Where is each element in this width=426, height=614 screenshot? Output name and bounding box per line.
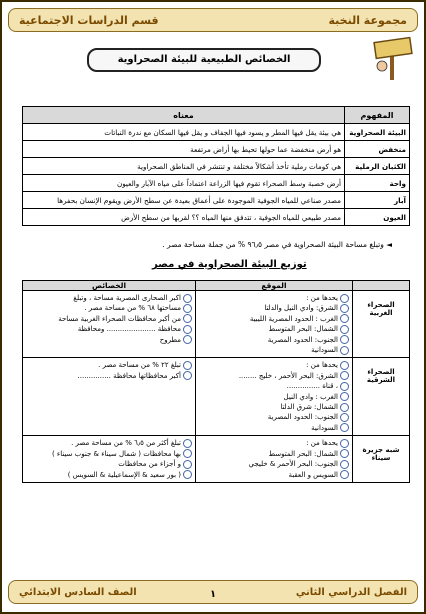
location-text: الغرب : الحدود المصرية الليبية xyxy=(249,314,338,323)
terms-header-term: المفهوم xyxy=(345,107,410,124)
meaning-cell: هي بيئة يقل فيها المطر و يسود فيها الجفاف و يقل فيها السكان مع ندرة النباتات xyxy=(23,124,345,141)
bullet-icon xyxy=(340,335,349,344)
feature-line xyxy=(26,360,192,370)
meaning-cell: أرض خصبة وسط الصحراء تقوم فيها الزراعة اعتماداً على مياه الآبار والعيون xyxy=(23,175,345,192)
table-row xyxy=(23,124,410,141)
location-text: الشمال: شرق الدلتا xyxy=(280,403,338,412)
bullet-icon xyxy=(340,304,349,313)
table-row xyxy=(23,141,410,158)
feature-line xyxy=(26,314,192,324)
location-line xyxy=(199,438,349,448)
feature-text: مساحتها ٦٨ % من مساحة مصر . xyxy=(84,304,181,313)
location-line xyxy=(199,324,349,334)
term-cell: العيون xyxy=(345,209,410,226)
location-line xyxy=(199,314,349,324)
location-text: الجنوب: الحدود المصرية xyxy=(267,413,338,422)
feature-text: و أجزاء من محافظات xyxy=(118,460,181,469)
location-line xyxy=(199,412,349,422)
location-text: يحدها من : xyxy=(306,361,338,370)
table-row xyxy=(23,158,410,175)
location-text: الجنوب: البحر الأحمر & خليجي xyxy=(248,460,338,469)
page-number: ١ xyxy=(210,589,217,600)
bullet-icon xyxy=(183,335,192,344)
location-line xyxy=(199,392,349,402)
bullet-icon xyxy=(340,403,349,412)
pointer-icon xyxy=(340,294,349,303)
location-line xyxy=(199,381,349,391)
location-text: يحدها من : xyxy=(306,439,338,448)
location-text: السودانية xyxy=(311,346,338,355)
location-text: الشمال: البحر المتوسط xyxy=(268,325,338,334)
table-row xyxy=(23,175,410,192)
bullet-icon xyxy=(183,314,192,323)
region-features xyxy=(23,291,196,358)
location-text: الغرب : وادي النيل xyxy=(283,392,338,401)
dist-header-features: الخصائص xyxy=(23,281,196,291)
bullet-icon xyxy=(340,423,349,432)
section-subtitle: توزيع البيئة الصحراوية في مصر xyxy=(152,259,307,270)
table-row xyxy=(23,192,410,209)
bullet-icon xyxy=(340,460,349,469)
feature-line xyxy=(26,459,192,469)
bullet-icon xyxy=(340,314,349,323)
location-line xyxy=(199,371,349,381)
bullet-icon xyxy=(340,346,349,355)
feature-text: ( بور سعيد & الإسماعيلية & السويس ) xyxy=(67,470,181,479)
location-line xyxy=(199,459,349,469)
pointer-icon xyxy=(340,361,349,370)
location-line xyxy=(199,449,349,459)
bullet-icon xyxy=(340,470,349,479)
bullet-icon xyxy=(340,382,349,391)
bullet-icon xyxy=(183,294,192,303)
page-header xyxy=(8,8,418,32)
lesson-title: الخصائص الطبيعية للبيئة الصحراوية xyxy=(87,48,321,72)
term-cell: واحة xyxy=(345,175,410,192)
feature-text: من أكبر محافظات الصحراء الغربية مساحة xyxy=(58,314,181,323)
bullet-icon xyxy=(183,371,192,380)
location-line xyxy=(199,402,349,412)
bullet-icon xyxy=(183,449,192,458)
region-features xyxy=(23,358,196,436)
feature-line xyxy=(26,371,192,381)
location-text: الشمال: البحر المتوسط xyxy=(268,449,338,458)
location-text: الشرق: وادي النيل والدلتا xyxy=(264,304,338,313)
area-note xyxy=(62,240,392,249)
bullet-icon xyxy=(183,439,192,448)
region-features xyxy=(23,436,196,483)
terms-header-meaning: معناه xyxy=(23,107,345,124)
location-line xyxy=(199,345,349,355)
footer-left-text: الصف السادس الابتدائي xyxy=(19,586,137,598)
bullet-icon xyxy=(183,361,192,370)
term-cell: الكثبان الرملية xyxy=(345,158,410,175)
bullet-icon xyxy=(340,371,349,380)
table-row xyxy=(23,436,410,483)
location-line xyxy=(199,423,349,433)
bullet-icon xyxy=(340,392,349,401)
feature-line xyxy=(26,303,192,313)
dist-header-location: الموقع xyxy=(196,281,353,291)
signpost-illustration xyxy=(372,36,414,82)
distribution-table xyxy=(22,280,410,483)
term-cell: منخفض xyxy=(345,141,410,158)
feature-line xyxy=(26,438,192,448)
feature-line xyxy=(26,449,192,459)
header-left-text: قسم الدراسات الاجتماعية xyxy=(19,13,159,27)
bullet-icon xyxy=(340,413,349,422)
bullet-icon xyxy=(340,449,349,458)
region-name: شبه جزيرة سيناء xyxy=(353,436,410,483)
table-row xyxy=(23,358,410,436)
dist-header-region xyxy=(353,281,410,291)
location-line xyxy=(199,470,349,480)
feature-line xyxy=(26,335,192,345)
table-row xyxy=(23,209,410,226)
location-line xyxy=(199,335,349,345)
region-location xyxy=(196,358,353,436)
feature-line xyxy=(26,324,192,334)
region-location xyxy=(196,436,353,483)
feature-text: محافظة ...................... ومحافظة xyxy=(77,325,181,334)
pointer-icon xyxy=(340,439,349,448)
location-text: الشرق: البحر الأحمر ، خليج ........ xyxy=(238,371,338,380)
feature-text: تبلغ أكثر من ٦٫٥ % من مساحة مصر . xyxy=(71,439,181,448)
terms-table xyxy=(22,106,410,226)
bullet-icon xyxy=(340,325,349,334)
location-line xyxy=(199,293,349,303)
bullet-icon xyxy=(183,470,192,479)
term-cell: البيئة الصحراوية xyxy=(345,124,410,141)
bullet-icon xyxy=(183,304,192,313)
header-right-text: مجموعة النخبة xyxy=(328,13,407,27)
location-line xyxy=(199,360,349,370)
arrow-icon: ◄ xyxy=(386,240,392,249)
meaning-cell: هو أرض منخفضة عما حولها تحيط بها أراض مرتفعة xyxy=(23,141,345,158)
feature-text: مطروح xyxy=(159,335,181,344)
feature-text: أكبر محافظاتها محافظة ............... xyxy=(77,371,181,380)
region-name: الصحراء الشرقية xyxy=(353,358,410,436)
location-line xyxy=(199,303,349,313)
area-note-text: وتبلغ مساحة البيئة الصحراوية في مصر ٩٦٫٥ % من جملة مساحة مصر . xyxy=(162,240,384,249)
location-text: السودانية xyxy=(311,423,338,432)
meaning-cell: مصدر طبيعي للمياه الجوفية ، تتدفق منها المياه ؟؟ لقربها من سطح الأرض xyxy=(23,209,345,226)
bullet-icon xyxy=(183,460,192,469)
meaning-cell: هي كومات رملية تأخذ أشكالاً مختلفة و تنتشر في المناطق الصحراوية xyxy=(23,158,345,175)
bullet-icon xyxy=(183,325,192,334)
feature-text: بها محافظات ( شمال سيناء & جنوب سيناء ) xyxy=(51,449,181,458)
feature-text: اكبر الصحارى المصرية مساحة ، وتبلغ xyxy=(73,294,181,302)
region-name: الصحراء الغربية xyxy=(353,291,410,358)
location-text: الجنوب: الحدود المصرية xyxy=(267,335,338,344)
location-text: ، قناة ............... xyxy=(286,382,338,391)
feature-text: تبلغ ٢٢ % من مساحة مصر . xyxy=(98,361,181,370)
region-location xyxy=(196,291,353,358)
footer-right-text: الفصل الدراسي الثاني xyxy=(295,586,407,598)
table-row xyxy=(23,291,410,358)
location-text: السويس و العقبة xyxy=(288,470,338,479)
location-text: يحدها من : xyxy=(306,294,338,302)
feature-line xyxy=(26,293,192,303)
term-cell: آبار xyxy=(345,192,410,209)
feature-line xyxy=(26,470,192,480)
meaning-cell: مصدر صناعي للمياه الجوفية الموجودة على أعماق بعيدة عن سطح الأرض ويقوم الإنسان بحفرها xyxy=(23,192,345,209)
